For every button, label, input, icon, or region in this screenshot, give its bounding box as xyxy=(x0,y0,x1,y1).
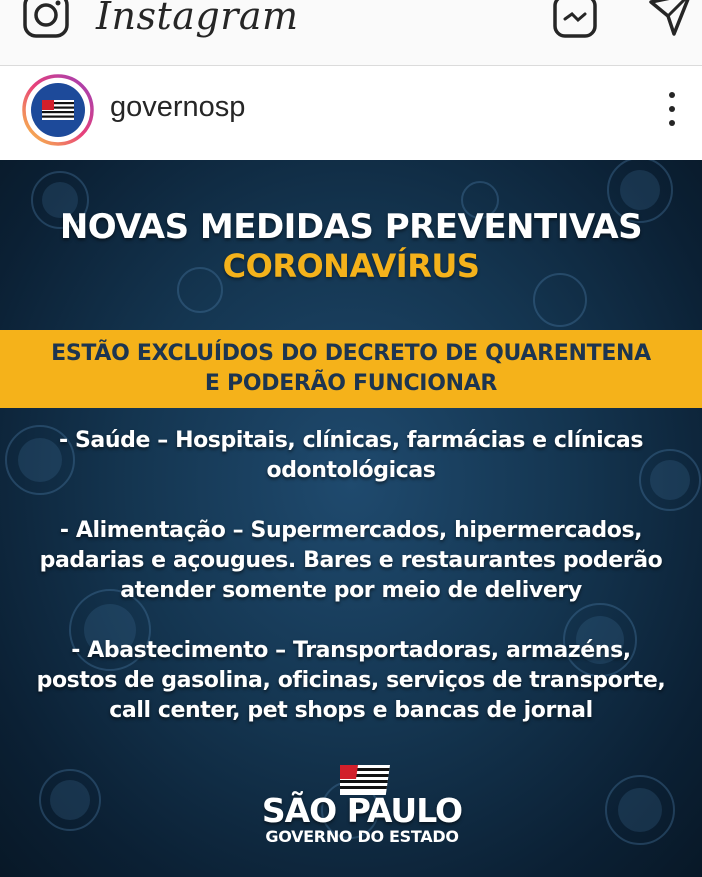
avatar[interactable] xyxy=(22,74,94,146)
sp-flag-icon xyxy=(42,100,74,120)
more-vertical-icon[interactable] xyxy=(664,90,680,128)
sao-paulo-government-logo xyxy=(252,765,472,845)
list-item: - Alimentação – Supermercados, hipermercados, padarias e açougues. Bares e restaurantes poderão atender somente por meio de delivery xyxy=(39,518,663,603)
logo-subtitle: GOVERNO DO ESTADO xyxy=(265,827,459,846)
list-item: - Abastecimento – Transportadoras, armazéns, postos de gasolina, oficinas, serviços de transporte, call center, pet shops e bancas de jornal xyxy=(36,638,666,723)
instagram-wordmark[interactable]: Instagram xyxy=(96,0,299,38)
send-icon[interactable] xyxy=(648,0,694,40)
post-image[interactable] xyxy=(0,160,702,877)
subheadline: CORONAVÍRUS xyxy=(222,247,480,285)
post-username[interactable]: governosp xyxy=(110,91,246,123)
banner-line-1: ESTÃO EXCLUÍDOS DO DECRETO DE QUARENTENA xyxy=(51,341,651,366)
headline: NOVAS MEDIDAS PREVENTIVAS xyxy=(59,207,643,247)
post-header xyxy=(0,66,702,160)
banner-line-2: E PODERÃO FUNCIONAR xyxy=(204,371,498,396)
exempt-services-list xyxy=(20,426,682,756)
camera-icon[interactable] xyxy=(22,0,72,38)
yellow-banner xyxy=(0,330,702,408)
instagram-top-bar xyxy=(0,0,702,66)
igtv-icon[interactable] xyxy=(552,0,598,40)
logo-name: SÃO PAULO xyxy=(261,791,463,830)
list-item: - Saúde – Hospitais, clínicas, farmácias e clínicas odontológicas xyxy=(58,428,644,483)
